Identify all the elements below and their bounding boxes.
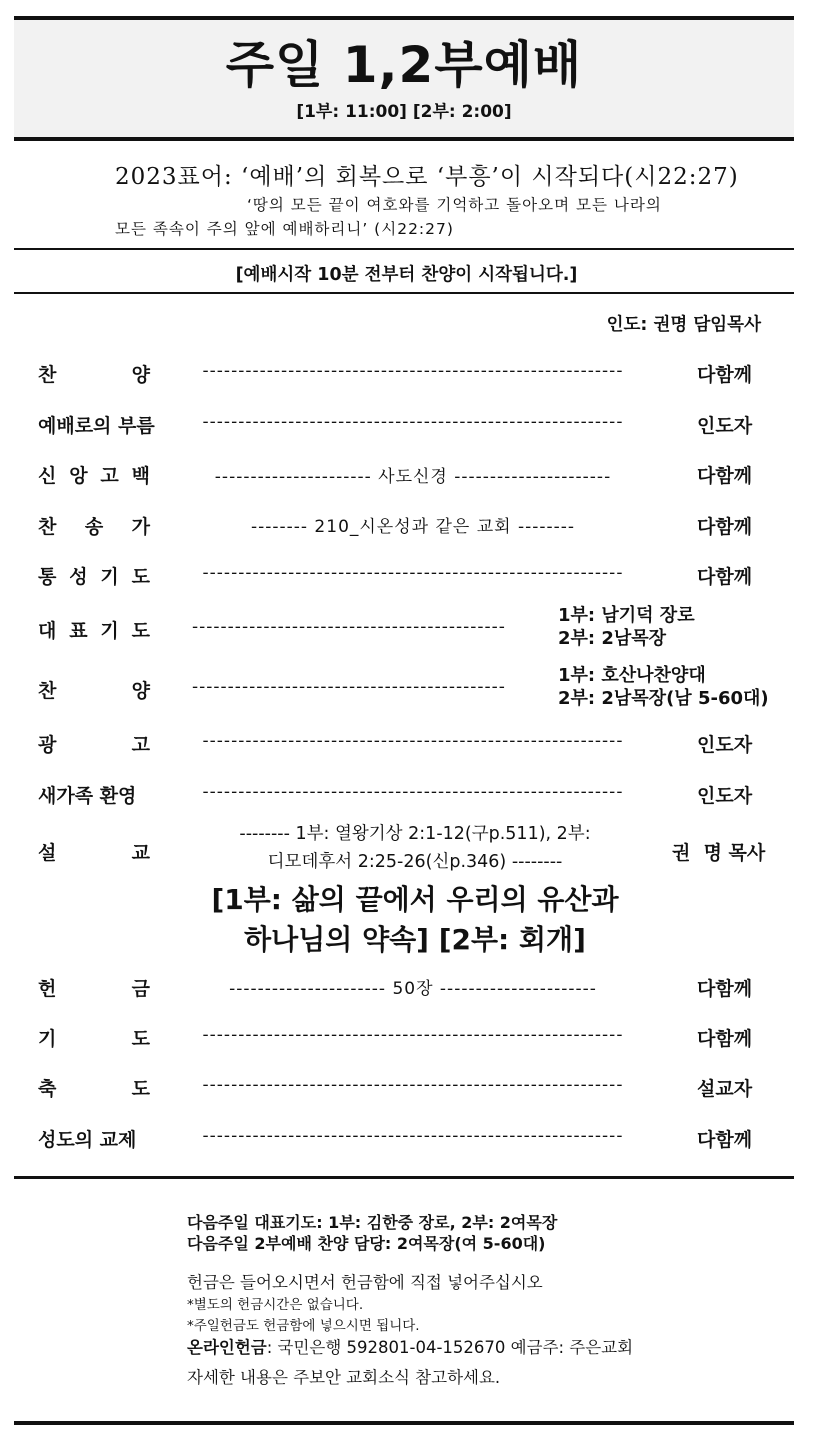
order-dashes: ----------------------------------------------------------- [202, 731, 624, 751]
order-label-unison-prayer: 통 성 기 도 [38, 566, 150, 588]
order-label-choir: 찬 양 [38, 680, 150, 702]
order-right-prayer: 다함께 [697, 1028, 753, 1050]
order-right-fellowship: 다함께 [697, 1129, 753, 1151]
order-right-benediction: 설교자 [697, 1078, 753, 1100]
order-dashes: -------------------------------------------- [192, 677, 506, 697]
order-dashes: ----------------------------------------------------------- [202, 1025, 624, 1045]
order-bottom-rule [14, 1176, 794, 1179]
next-praise: 다음주일 2부예배 찬양 담당: 2여목장(여 5-60대) [187, 1234, 546, 1253]
order-right-announcements: 인도자 [697, 734, 753, 756]
order-right-confession: 다함께 [697, 465, 753, 487]
worship-leader: 인도: 권명 담임목사 [606, 315, 761, 335]
order-right-newcomer: 인도자 [697, 785, 753, 807]
order-label-hymn: 찬 송 가 [38, 516, 150, 538]
header-bottom-rule [14, 137, 794, 141]
order-mid-confession: ---------------------- 사도신경 ---------------------- [214, 467, 612, 487]
order-label-fellowship: 성도의 교제 [38, 1129, 137, 1151]
order-right-offering: 다함께 [697, 978, 753, 1000]
offering-info [187, 1272, 633, 1389]
online-offering-account: : 국민은행 592801-04-152670 예금주: 주은교회 [266, 1338, 634, 1357]
sermon-title: [1부: 삶의 끝에서 우리의 유산과 하나님의 약속] [2부: 회개] [211, 883, 619, 956]
header-panel [14, 20, 794, 137]
order-right-hymn: 다함께 [697, 516, 753, 538]
order-right-call: 인도자 [697, 415, 753, 437]
order-dashes: ----------------------------------------------------------- [202, 412, 624, 432]
order-label-sermon: 설 교 [38, 842, 150, 864]
online-offering [187, 1337, 633, 1359]
praise-notice: [예배시작 10분 전부터 찬양이 시작됩니다.] [235, 265, 578, 285]
offering-line2: *별도의 헌금시간은 없습니다. [187, 1297, 364, 1313]
motto-bottom-rule [14, 248, 794, 250]
order-mid-offering: ---------------------- 50장 ---------------------- [229, 979, 597, 999]
order-label-prayer: 기 도 [38, 1028, 150, 1050]
order-dashes: ----------------------------------------------------------- [202, 1075, 624, 1095]
order-label-confession: 신 앙 고 백 [38, 465, 150, 487]
order-label-praise: 찬 양 [38, 364, 150, 386]
motto-verse-line2: 모든 족속이 주의 앞에 예배하리니’ (시22:27) [115, 220, 454, 238]
order-mid-hymn: -------- 210_시온성과 같은 교회 -------- [250, 517, 576, 537]
page-title: 주일 1,2부예배 [225, 36, 583, 94]
annual-motto: 2023표어: ‘예배’의 회복으로 ‘부흥’이 시작되다(시22:27) [115, 164, 739, 190]
order-dashes: ----------------------------------------------------------- [202, 563, 624, 583]
notice-bottom-rule [14, 292, 794, 294]
next-week-info [187, 1212, 557, 1254]
online-offering-label: 온라인헌금 [187, 1338, 267, 1357]
order-dashes: ----------------------------------------------------------- [202, 1126, 624, 1146]
order-label-benediction: 축 도 [38, 1078, 150, 1100]
page-bottom-rule [14, 1421, 794, 1425]
offering-line3: *주일헌금도 헌금함에 넣으시면 됩니다. [187, 1318, 420, 1334]
next-prayer: 다음주일 대표기도: 1부: 김한중 장로, 2부: 2여목장 [187, 1213, 558, 1232]
order-label-newcomer-welcome: 새가족 환영 [38, 785, 137, 807]
motto-verse-line1: ‘땅의 모든 끝이 여호와를 기억하고 돌아오며 모든 나라의 [247, 196, 662, 214]
service-times: [1부: 11:00] [2부: 2:00] [296, 102, 512, 122]
order-right-representative-prayer: 1부: 남기덕 장로 2부: 2남목장 [558, 605, 695, 649]
order-label-representative-prayer: 대 표 기 도 [38, 620, 150, 642]
order-label-offering: 헌 금 [38, 978, 150, 1000]
order-dashes: -------------------------------------------- [192, 617, 506, 637]
order-right-unison-prayer: 다함께 [697, 566, 753, 588]
order-dashes: ----------------------------------------------------------- [202, 782, 624, 802]
order-label-call-to-worship: 예배로의 부름 [38, 415, 155, 437]
order-right-preacher: 권 명 목사 [672, 842, 766, 864]
order-dashes: ----------------------------------------------------------- [202, 361, 624, 381]
order-right-praise: 다함께 [697, 364, 753, 386]
details-note: 자세한 내용은 주보안 교회소식 참고하세요. [187, 1368, 501, 1387]
offering-line1: 헌금은 들어오시면서 헌금함에 직접 넣어주십시오 [187, 1273, 543, 1292]
sermon-scripture: -------- 1부: 열왕기상 2:1-12(구p.511), 2부: 디모데후서 2:25-26(신p.346) -------- [239, 824, 591, 872]
order-right-choir: 1부: 호산나찬양대 2부: 2남목장(남 5-60대) [558, 665, 769, 709]
order-label-announcements: 광 고 [38, 734, 150, 756]
